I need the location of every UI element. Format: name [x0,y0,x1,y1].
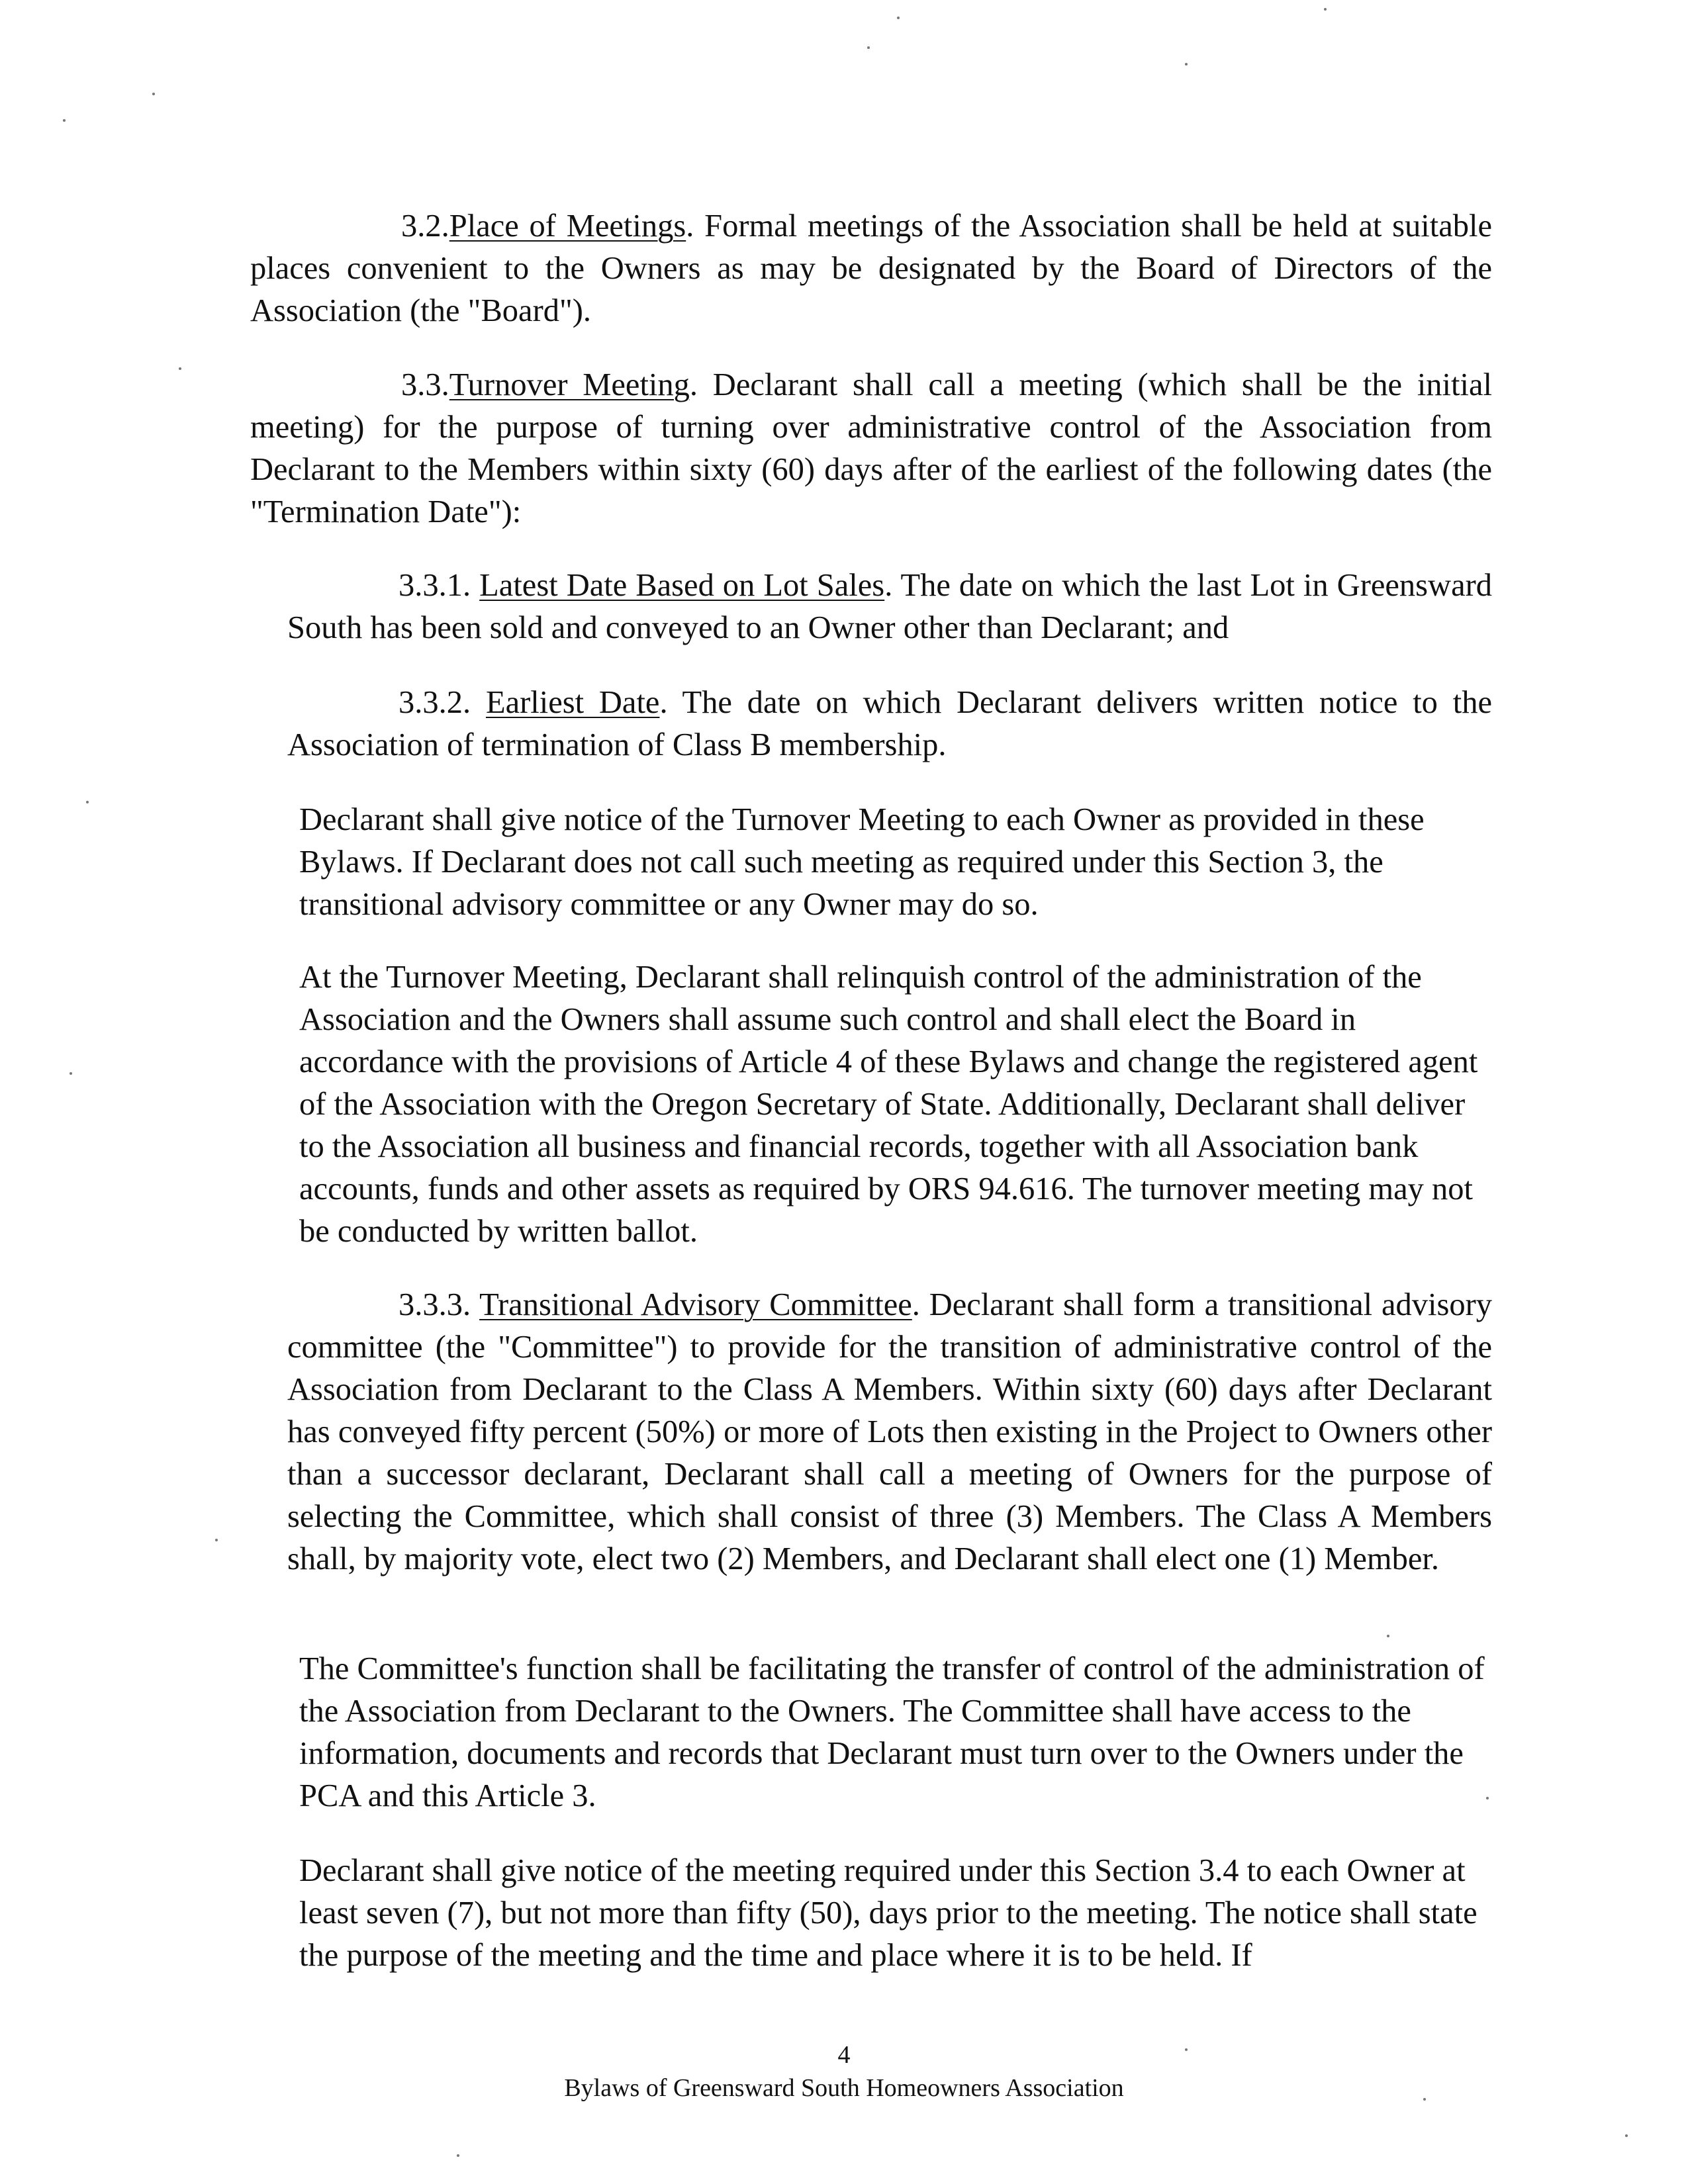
section-heading: Transitional Advisory Committee [479,1287,912,1322]
document-title-footer: Bylaws of Greensward South Homeowners Association [564,2074,1124,2102]
section-number: 3.3.1. [399,568,480,603]
scan-speck [897,17,900,19]
section-heading: Latest Date Based on Lot Sales [479,568,885,603]
section-3-3-2-paragraph [287,682,1492,766]
scan-speck [1423,2098,1426,2101]
section-heading: Place of Meetings [449,208,686,244]
page-number: 4 [837,2041,851,2069]
section-text: . The date on which the last Lot in Greensward South has been sold and conveyed to an Owner other than Declarant; and [287,568,1492,645]
section-text: . Declarant shall form a transitional advisory committee (the "Committee") to provide for the transition of administrative control of the Association from Declarant to the Class A Members. Within sixty (60) days after Declarant has conveyed fifty percent (50%) or more of Lots then existing in the Project to Owners other than a successor declarant, Declarant shall call a meeting of Owners for the purpose of selecting the Committee, which shall consist of three (3) Members. The Class A Members shall, by majority vote, elect two (2) Members, and Declarant shall elect one (1) Member. [287,1287,1493,1576]
section-text: . The date on which Declarant delivers written notice to the Association of termination of Class B membership. [287,685,1493,762]
section-number: 3.3.3. [399,1287,480,1322]
scan-speck [215,1539,218,1541]
scan-speck [70,1072,72,1075]
section-text: . Formal meetings of the Association shall be held at suitable places convenient to the Owners as may be designated by the Board of Directors of the Association (the "Board"). [250,208,1492,328]
section-3-2-paragraph [250,205,1492,332]
scan-speck [457,2154,459,2157]
section-3-3-3-paragraph [287,1284,1492,1580]
scan-speck [1185,2048,1188,2051]
section-number: 3.3.2. [399,685,486,720]
section-heading: Turnover Meeting [449,367,690,402]
section-3-3-paragraph [250,364,1492,533]
scan-speck [86,801,89,803]
scan-speck [152,93,155,95]
section-text: . Declarant shall call a meeting (which shall be the initial meeting) for the purpose of turning over administrative control of the Association from Declarant to the Members within sixty (60) days after of the earliest of the following dates (the "Termination Date"): [250,367,1492,529]
turnover-control-paragraph: At the Turnover Meeting, Declarant shall relinquish control of the administration of the Association and the Owners shall assume such control and shall elect the Board in accordance with the provisions of Article 4 of these Bylaws and change the registered agent of the Association with the Oregon Secretary of State. Additionally, Declarant shall deliver to the Association all business and financial records, together with all Association bank accounts, funds and other assets as required by ORS 94.616. The turnover meeting may not be conducted by written ballot. [299,960,1478,1249]
committee-function-paragraph: The Committee's function shall be facilitating the transfer of control of the administration of the Association from Declarant to the Owners. The Committee shall have access to the information, documents and records that Declarant must turn over to the Owners under the PCA and this Article 3. [299,1651,1485,1813]
meeting-notice-paragraph: Declarant shall give notice of the meeting required under this Section 3.4 to each Owner at least seven (7), but not more than fifty (50), days prior to the meeting. The notice shall state the purpose of the meeting and the time and place where it is to be held. If [299,1853,1477,1973]
turnover-notice-paragraph: Declarant shall give notice of the Turnover Meeting to each Owner as provided in these Bylaws. If Declarant does not call such meeting as required under this Section 3, the transitional advisory committee or any Owner may do so. [299,802,1425,922]
section-3-3-1-paragraph [287,565,1492,649]
scan-speck [1486,1797,1489,1799]
section-heading: Earliest Date [485,685,660,720]
scan-speck [1185,63,1188,66]
scan-speck [1324,8,1327,11]
scan-speck [867,46,870,49]
section-number: 3.2. [401,208,449,244]
scan-speck [63,119,66,122]
scan-speck [179,367,181,370]
section-number: 3.3. [401,367,449,402]
scan-speck [1625,2134,1628,2137]
scan-speck [1387,1635,1389,1637]
